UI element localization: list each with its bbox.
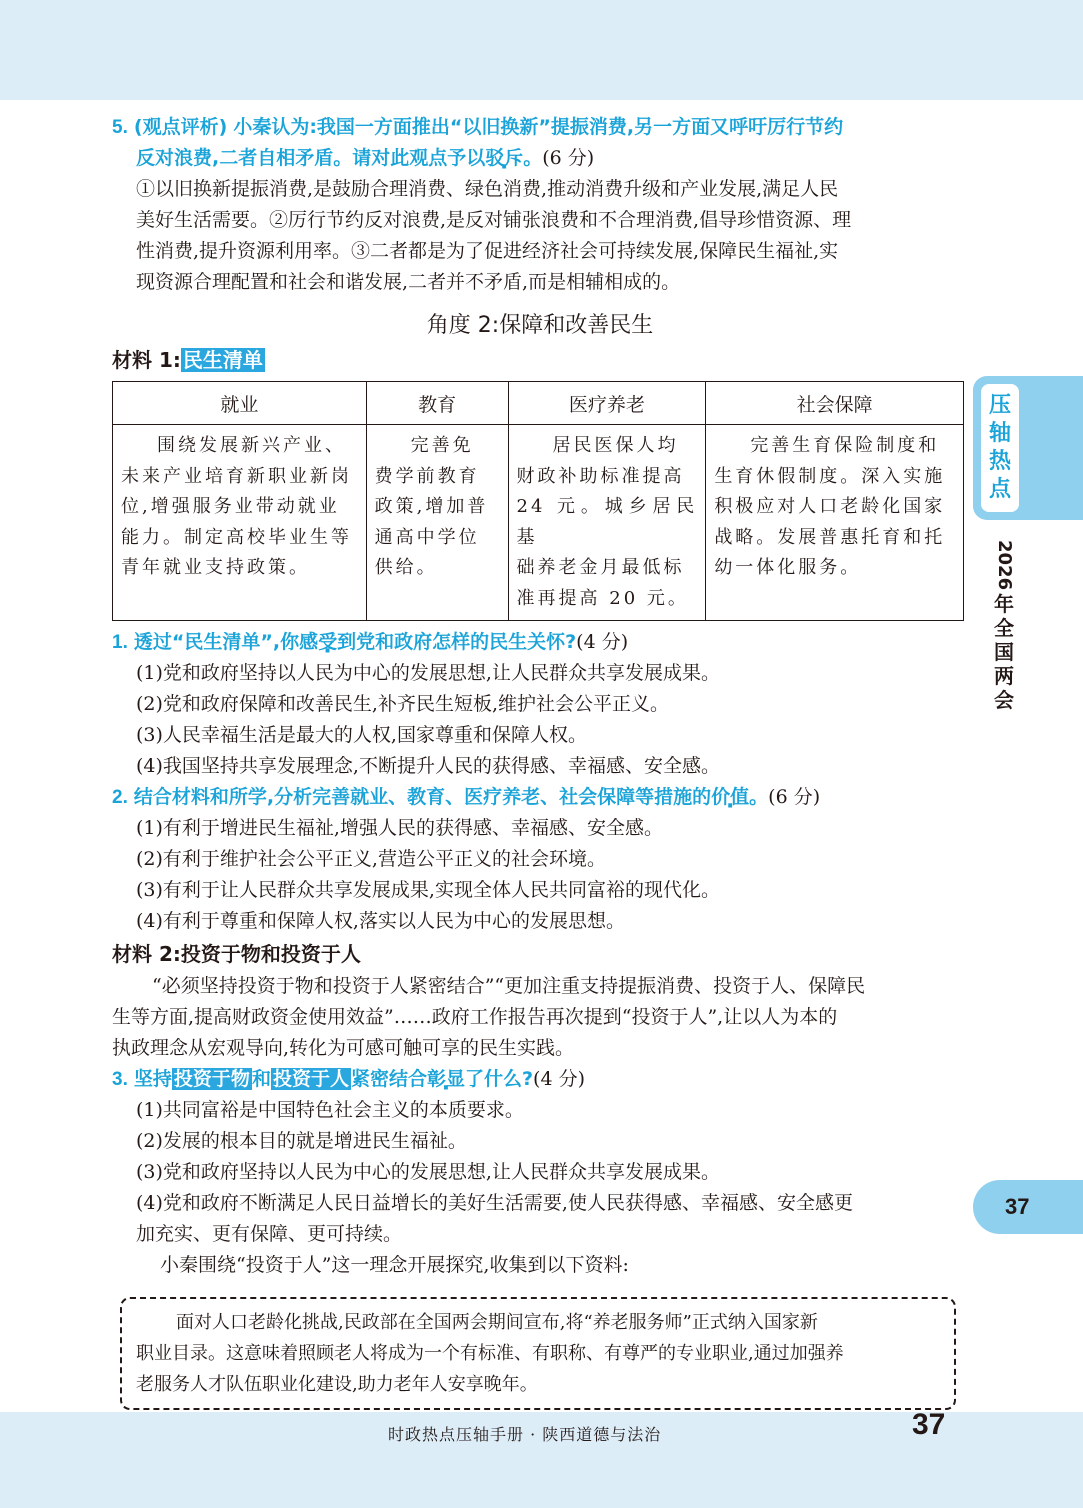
side-year: 2026 [994, 540, 1015, 591]
question-text: 和 [251, 1068, 271, 1090]
answer-line: (2)发展的根本目的就是增进民生福祉。 [136, 1130, 467, 1152]
answer-line: (1)共同富裕是中国特色社会主义的本质要求。 [136, 1099, 524, 1121]
answer-line: (4)党和政府不断满足人民日益增长的美好生活需要,使人民获得感、幸福感、安全感更 [136, 1192, 853, 1214]
page-number: 37 [912, 1408, 946, 1441]
question-text: 坚持 [133, 1068, 172, 1090]
cell-line: 24 元。城乡居民基 [516, 496, 698, 548]
cell-line: 能力。制定高校毕业生等 [121, 526, 352, 548]
question-number: 1. [112, 632, 128, 653]
side-page-badge: 37 [973, 1180, 1083, 1234]
material-label: 材料 1: [112, 348, 181, 372]
side-tab-char: 轴 [988, 421, 1011, 446]
side-tab-char: 压 [988, 393, 1011, 418]
question-5 [112, 112, 968, 143]
question-tag: (观点评析) [133, 116, 228, 138]
material-2-line: 执政理念从宏观导向,转化为可感可触可享的民生实践。 [112, 1037, 575, 1059]
answer-line: (2)党和政府保障和改善民生,补齐民生短板,维护社会公平正义。 [136, 693, 669, 715]
keyword-emphasis: 驳斥 [485, 147, 524, 169]
answer-line: (4)我国坚持共享发展理念,不断提升人民的获得感、幸福感、安全感。 [136, 755, 720, 777]
cell-line: 未来产业培育新职业新岗 [121, 465, 352, 487]
keyword-emphasis: 受 [318, 631, 338, 653]
cell-line: 位,增强服务业带动就业 [121, 496, 340, 517]
table-cell-medical [508, 425, 706, 621]
answer-line: 现资源合理配置和社会和谐发展,二者并不矛盾,而是相辅相成的。 [136, 271, 681, 293]
cell-line: 供给。 [374, 557, 438, 578]
material-2-line: 生等方面,提高财政资金使用效益”……政府工作报告再次提到“投资于人”,让以人为本的 [112, 1006, 838, 1028]
cell-line: 积极应对人口老龄化国家 [714, 496, 946, 517]
question-text: 透过“民生清单”,你感 [133, 631, 319, 653]
question-text: 到党和政府怎样的民生关怀 [337, 631, 566, 653]
table-header: 社会保障 [706, 382, 964, 425]
livelihood-table [112, 381, 964, 621]
cell-line: 居民医保人均 [552, 435, 679, 456]
page-content [112, 112, 968, 1410]
side-char: 两 [994, 664, 1014, 689]
question-1 [112, 627, 968, 658]
cell-line: 政策,增加普 [374, 496, 489, 517]
question-2 [112, 782, 968, 813]
question-text: 了什么? [465, 1068, 534, 1090]
box-line: 职业目录。这意味着照顾老人将成为一个有标准、有职称、有尊严的专业职业,通过加强养 [136, 1343, 844, 1364]
side-char: 国 [994, 640, 1014, 665]
question-3 [112, 1064, 968, 1095]
section-heading: 角度 2:保障和改善民生 [426, 313, 654, 338]
answer-line: 加充实、更有保障、更可持续。 [136, 1223, 403, 1245]
answer-line: (4)有利于尊重和保障人权,落实以人民为中心的发展思想。 [136, 910, 625, 932]
question-score: (6 分) [542, 147, 595, 169]
table-row [113, 425, 964, 621]
question-number: 3. [112, 1069, 128, 1090]
cell-line: 围绕发展新兴产业、 [157, 435, 346, 456]
question-score: (4 分) [533, 1068, 585, 1090]
material-box [120, 1297, 956, 1410]
question-text: 紧密结合 [350, 1068, 427, 1090]
question-text: 。 [523, 147, 543, 169]
header-band [0, 0, 1083, 100]
answer-line: (3)有利于让人民群众共享发展成果,实现全体人民共同富裕的现代化。 [136, 879, 720, 901]
side-tab-label [981, 384, 1019, 512]
question-text: 结合材料和所学,分析完善就业、教育、医疗养老、社会保障等措施的 [133, 786, 712, 808]
cell-line: 战略。发展普惠托育和托 [714, 526, 946, 548]
table-header: 医疗养老 [508, 382, 706, 425]
cell-line: 青年就业支持政策。 [121, 557, 310, 578]
keyword-highlight: 投资于物 [173, 1068, 250, 1090]
answer-line: ①以旧换新提振消费,是鼓励合理消费、绿色消费,推动消费升级和产业发展,满足人民 [136, 178, 839, 200]
cell-line: 完善免 [410, 435, 474, 456]
material-2-title: 材料 2:投资于物和投资于人 [112, 942, 361, 966]
question-text: 反对浪费,二者自相矛盾。请对此观点予以 [136, 147, 486, 169]
cell-line: 费学前教育 [374, 465, 480, 487]
answer-line: 性消费,提升资源利用率。③二者都是为了促进经济社会可持续发展,保障民生福祉,实 [136, 240, 839, 262]
intro-text: 小秦围绕“投资于人”这一理念开展探究,收集到以下资料: [160, 1254, 629, 1276]
answer-line: (3)党和政府坚持以人民为中心的发展思想,让人民群众共享发展成果。 [136, 1161, 720, 1183]
answer-line: 美好生活需要。②厉行节约反对浪费,是反对铺张浪费和不合理消费,倡导珍惜资源、理 [136, 209, 852, 231]
side-tab-char: 热 [988, 449, 1011, 474]
answer-line: (1)党和政府坚持以人民为中心的发展思想,让人民群众共享发展成果。 [136, 662, 720, 684]
question-text: ? [565, 631, 577, 653]
keyword-emphasis: 彰显 [426, 1068, 465, 1090]
cell-line: 完善生育保险制度和 [750, 435, 940, 456]
question-score: (6 分) [768, 786, 821, 808]
question-text: 小秦认为:我国一方面推出“以旧换新”提振消费,另一方面又呼吁厉行节约 [233, 116, 844, 138]
box-line: 面对人口老龄化挑战,民政部在全国两会期间宣布,将“养老服务师”正式纳入国家新 [176, 1312, 818, 1333]
question-text: 。 [749, 786, 769, 808]
material-2-line: “必须坚持投资于物和投资于人紧密结合”“更加注重支持提振消费、投资于人、保障民 [152, 975, 866, 997]
table-cell-education [366, 425, 508, 621]
answer-line: (2)有利于维护社会公平正义,营造公平正义的社会环境。 [136, 848, 606, 870]
cell-line: 础养老金月最低标 [516, 557, 685, 578]
cell-line: 幼一体化服务。 [714, 557, 862, 578]
question-number: 2. [112, 787, 128, 808]
cell-line: 通高中学位 [374, 526, 480, 548]
side-char: 会 [994, 688, 1014, 713]
table-header: 教育 [366, 382, 508, 425]
side-tab-char: 点 [988, 477, 1011, 502]
material-highlight: 民生清单 [182, 348, 263, 372]
side-year-label [987, 540, 1021, 712]
answer-line: (1)有利于增进民生福祉,增强人民的获得感、幸福感、安全感。 [136, 817, 663, 839]
cell-line: 准再提高 20 元。 [516, 587, 689, 609]
box-line: 老服务人才队伍职业化建设,助力老年人安享晚年。 [136, 1374, 538, 1395]
table-cell-employment [113, 425, 367, 621]
keyword-highlight: 投资于人 [272, 1068, 349, 1090]
question-score: (4 分) [576, 631, 629, 653]
material-1-title [112, 343, 968, 377]
keyword-emphasis: 价值 [711, 786, 750, 808]
question-5-cont [112, 143, 968, 174]
cell-line: 生育休假制度。深入实施 [714, 465, 946, 487]
cell-line: 财政补助标准提高 [516, 465, 685, 487]
footer-title: 时政热点压轴手册 · 陕西道德与法治 [388, 1425, 662, 1444]
table-cell-social-security [706, 425, 964, 621]
side-char: 年 [994, 592, 1014, 617]
table-header-row [113, 382, 964, 425]
side-char: 全 [994, 616, 1014, 641]
question-number: 5. [112, 117, 128, 138]
answer-line: (3)人民幸福生活是最大的人权,国家尊重和保障人权。 [136, 724, 587, 746]
table-header: 就业 [113, 382, 367, 425]
